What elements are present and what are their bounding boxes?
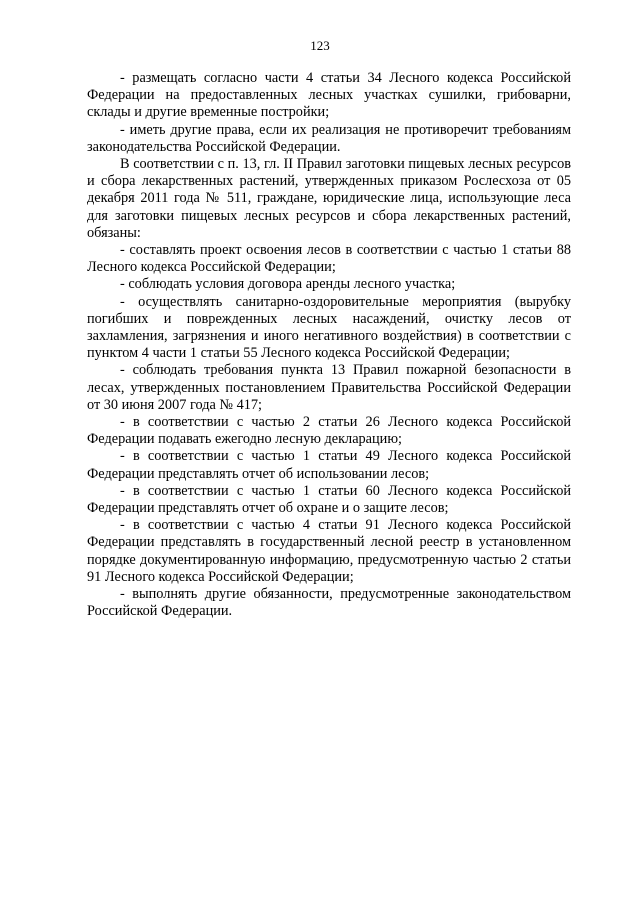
paragraph-1: - размещать согласно части 4 статьи 34 Лесного кодекса Российской Федерации на предоставленных лесных участках сушилки, грибоварни, склады и другие временные постройки;	[87, 70, 571, 121]
paragraph-11: - в соответствии с частью 4 статьи 91 Лесного кодекса Российской Федерации представлять в государственный лесной реестр в установленном порядке документированную информацию, предусмотренную частью 2 статьи 91 Лесного кодекса Российской Федерации;	[87, 517, 571, 585]
paragraph-9: - в соответствии с частью 1 статьи 49 Лесного кодекса Российской Федерации представлять отчет об использовании лесов;	[87, 448, 571, 482]
document-body	[87, 70, 571, 621]
paragraph-8: - в соответствии с частью 2 статьи 26 Лесного кодекса Российской Федерации подавать ежегодно лесную декларацию;	[87, 414, 571, 448]
paragraph-2: - иметь другие права, если их реализация не противоречит требованиям законодательства Российской Федерации.	[87, 121, 571, 155]
page-number: 123	[310, 38, 330, 53]
paragraph-4: - составлять проект освоения лесов в соответствии с частью 1 статьи 88 Лесного кодекса Российской Федерации;	[87, 242, 571, 276]
paragraph-5: - соблюдать условия договора аренды лесного участка;	[120, 276, 456, 293]
paragraph-12: - выполнять другие обязанности, предусмотренные законодательством Российской Федерации.	[87, 586, 571, 620]
paragraph-10: - в соответствии с частью 1 статьи 60 Лесного кодекса Российской Федерации представлять отчет об охране и о защите лесов;	[87, 482, 571, 517]
paragraph-6: - осуществлять санитарно-оздоровительные мероприятия (вырубку погибших и поврежденных лесных насаждений, очистку лесов от захламления, загрязнения и иного негативного воздействия) в соответствии с пунктом 4 части 1 статьи 55 Лесного кодекса Российской Федерации;	[87, 293, 571, 362]
paragraph-7: - соблюдать требования пункта 13 Правил пожарной безопасности в лесах, утвержденных постановлением Правительства Российской Федерации от 30 июня 2007 года № 417;	[87, 362, 571, 413]
paragraph-3: В соответствии с п. 13, гл. II Правил заготовки пищевых лесных ресурсов и сбора лекарственных растений, утвержденных приказом Рослесхоза от 05 декабря 2011 года № 511, граждане, юридические лица, использующие леса для заготовки пищевых лесных ресурсов и сбора лекарственных растений, обязаны:	[87, 156, 571, 241]
